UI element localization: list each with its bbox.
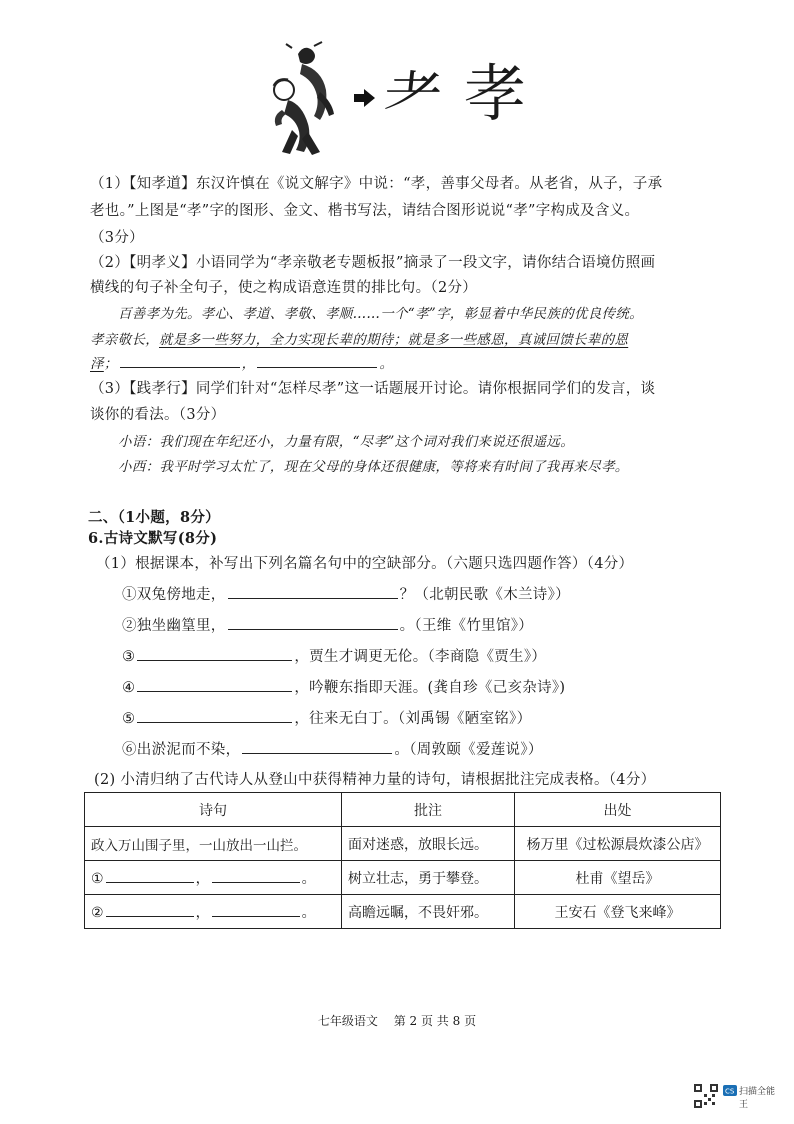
table-blank[interactable] xyxy=(212,868,300,883)
scanner-brand-watermark xyxy=(722,1083,780,1109)
quote3-sep1: ； xyxy=(103,356,118,372)
q5-part2-quote2 xyxy=(90,328,628,348)
fill-blank[interactable] xyxy=(137,708,292,723)
q5-part2-answer-line xyxy=(90,352,393,372)
poem-number: ① xyxy=(91,870,104,887)
page-footer: 七年级语文 第 2 页 共 8 页 xyxy=(317,1014,477,1028)
table-cell-source: 杨万里《过松源晨炊漆公店》 xyxy=(515,827,721,861)
table-header: 批注 xyxy=(342,793,515,827)
fill-blank[interactable] xyxy=(242,739,392,754)
q5-part3-quote2: 小西：我平时学习太忙了，现在父母的身体还很健康，等将来有时间了我再来尽孝。 xyxy=(118,459,629,475)
q5-part1-line2: 老也。”上图是“孝”字的图形、金文、楷书写法，请结合图形说说“孝”字构成及含义。 xyxy=(90,203,640,219)
filial-piety-illustration xyxy=(262,40,354,158)
q6-sub1: （1）根据课本，补写出下列名篇名句中的空缺部分。（六题只选四题作答）（4分） xyxy=(96,556,634,572)
q5-part1-line3: （3分） xyxy=(90,230,144,246)
qr-code-icon xyxy=(693,1083,719,1109)
poem-end: 。 xyxy=(301,870,316,887)
arrow-right-icon xyxy=(354,88,376,108)
poem-sep: ， xyxy=(195,904,210,921)
fill-item-pre: ①双兔傍地走， xyxy=(122,587,226,603)
fill-item-pre: ④ xyxy=(122,680,136,696)
table-cell-poem: 政入万山围子里，一山放出一山拦。 xyxy=(85,827,342,861)
poem-end: 。 xyxy=(301,904,316,921)
svg-text:CS: CS xyxy=(725,1087,735,1096)
table-cell-source: 杜甫《望岳》 xyxy=(515,861,721,895)
fill-item-2 xyxy=(122,614,533,635)
q5-part1-line1: （1）【知孝道】东汉许慎在《说文解字》中说：“孝，善事父母者。从老省，从子，子承 xyxy=(90,176,663,192)
poem-number: ② xyxy=(91,904,104,921)
q5-part2-line2: 横线的句子补全句子，使之构成语意连贯的排比句。（2分） xyxy=(90,280,478,296)
table-header: 诗句 xyxy=(85,793,342,827)
fill-blank[interactable] xyxy=(137,646,292,661)
answer-blank-1[interactable] xyxy=(120,353,240,368)
fill-item-pre: ⑥出淤泥而不染， xyxy=(122,742,241,758)
quote3-sep2: ， xyxy=(241,356,256,372)
fill-item-pre: ③ xyxy=(122,649,136,665)
fill-item-pre: ⑤ xyxy=(122,711,136,727)
table-cell-source: 王安石《登飞来峰》 xyxy=(515,895,721,929)
table-row xyxy=(85,895,721,929)
table-cell-note: 面对迷惑，放眼长远。 xyxy=(342,827,515,861)
poetry-table xyxy=(84,792,721,929)
fill-item-post: ，吟鞭东指即天涯。(龚自珍《己亥杂诗》) xyxy=(294,680,566,696)
table-blank[interactable] xyxy=(106,902,194,917)
fill-item-3 xyxy=(122,645,546,666)
fill-item-post: ，往来无白丁。（刘禹锡《陋室铭》） xyxy=(294,711,532,727)
poem-sep: ， xyxy=(195,870,210,887)
q6-title: 6.古诗文默写(8分) xyxy=(88,530,218,547)
fill-item-4 xyxy=(122,676,565,697)
table-header: 出处 xyxy=(515,793,721,827)
q5-part3-line2: 谈你的看法。（3分） xyxy=(90,407,226,423)
fill-item-1 xyxy=(122,583,570,604)
regular-script-character: 孝 xyxy=(464,57,527,130)
table-blank[interactable] xyxy=(106,868,194,883)
answer-blank-2[interactable] xyxy=(257,353,377,368)
fill-item-post: ，贾生才调更无伦。（李商隐《贾生》） xyxy=(294,649,547,665)
bronze-script-character: 耂 xyxy=(380,61,446,129)
table-cell-note: 树立壮志，勇于攀登。 xyxy=(342,861,515,895)
quote3-end: 。 xyxy=(379,356,394,372)
table-cell-poem xyxy=(85,861,342,895)
quote2-underlined: 就是多一些努力，全力实现长辈的期待；就是多一些感恩，真诚回馈长辈的恩 xyxy=(159,332,629,348)
scanner-logo-icon xyxy=(723,1085,737,1096)
table-blank[interactable] xyxy=(212,902,300,917)
table-row xyxy=(85,861,721,895)
fill-item-post: 。（王维《竹里馆》） xyxy=(399,618,534,634)
quote2-plain: 孝亲敬长， xyxy=(90,332,159,348)
table-header-row xyxy=(85,793,721,827)
fill-blank[interactable] xyxy=(228,615,398,630)
fill-blank[interactable] xyxy=(228,584,398,599)
q5-part3-quote1: 小语：我们现在年纪还小，力量有限，“尽孝”这个词对我们来说还很遥远。 xyxy=(118,434,575,450)
table-cell-note: 高瞻远瞩，不畏奸邪。 xyxy=(342,895,515,929)
q5-part2-line1: （2）【明孝义】小语同学为“孝亲敬老专题板报”摘录了一段文字，请你结合语境仿照画 xyxy=(90,255,656,271)
fill-item-6 xyxy=(122,738,543,759)
scanner-brand-text: 扫描全能王 xyxy=(739,1087,776,1110)
fill-item-pre: ②独坐幽篁里， xyxy=(122,618,226,634)
q5-part2-quote1: 百善孝为先。孝心、孝道、孝敬、孝顺……一个“孝”字，彰显着中华民族的优良传统。 xyxy=(118,306,644,322)
table-cell-poem xyxy=(85,895,342,929)
q6-sub2: (2) 小清归纳了古代诗人从登山中获得精神力量的诗句，请根据批注完成表格。（4分） xyxy=(94,772,656,788)
quote3-underlined: 泽 xyxy=(90,356,104,372)
table-row xyxy=(85,827,721,861)
section-heading: 二、（1小题，8分） xyxy=(88,509,220,526)
fill-item-post: ？（北朝民歌《木兰诗》） xyxy=(399,587,570,603)
fill-blank[interactable] xyxy=(137,677,292,692)
fill-item-post: 。（周敦颐《爱莲说》） xyxy=(394,742,543,758)
q5-part3-line1: （3）【践孝行】同学们针对“怎样尽孝”这一话题展开讨论。请你根据同学们的发言，谈 xyxy=(90,381,656,397)
fill-item-5 xyxy=(122,707,531,728)
